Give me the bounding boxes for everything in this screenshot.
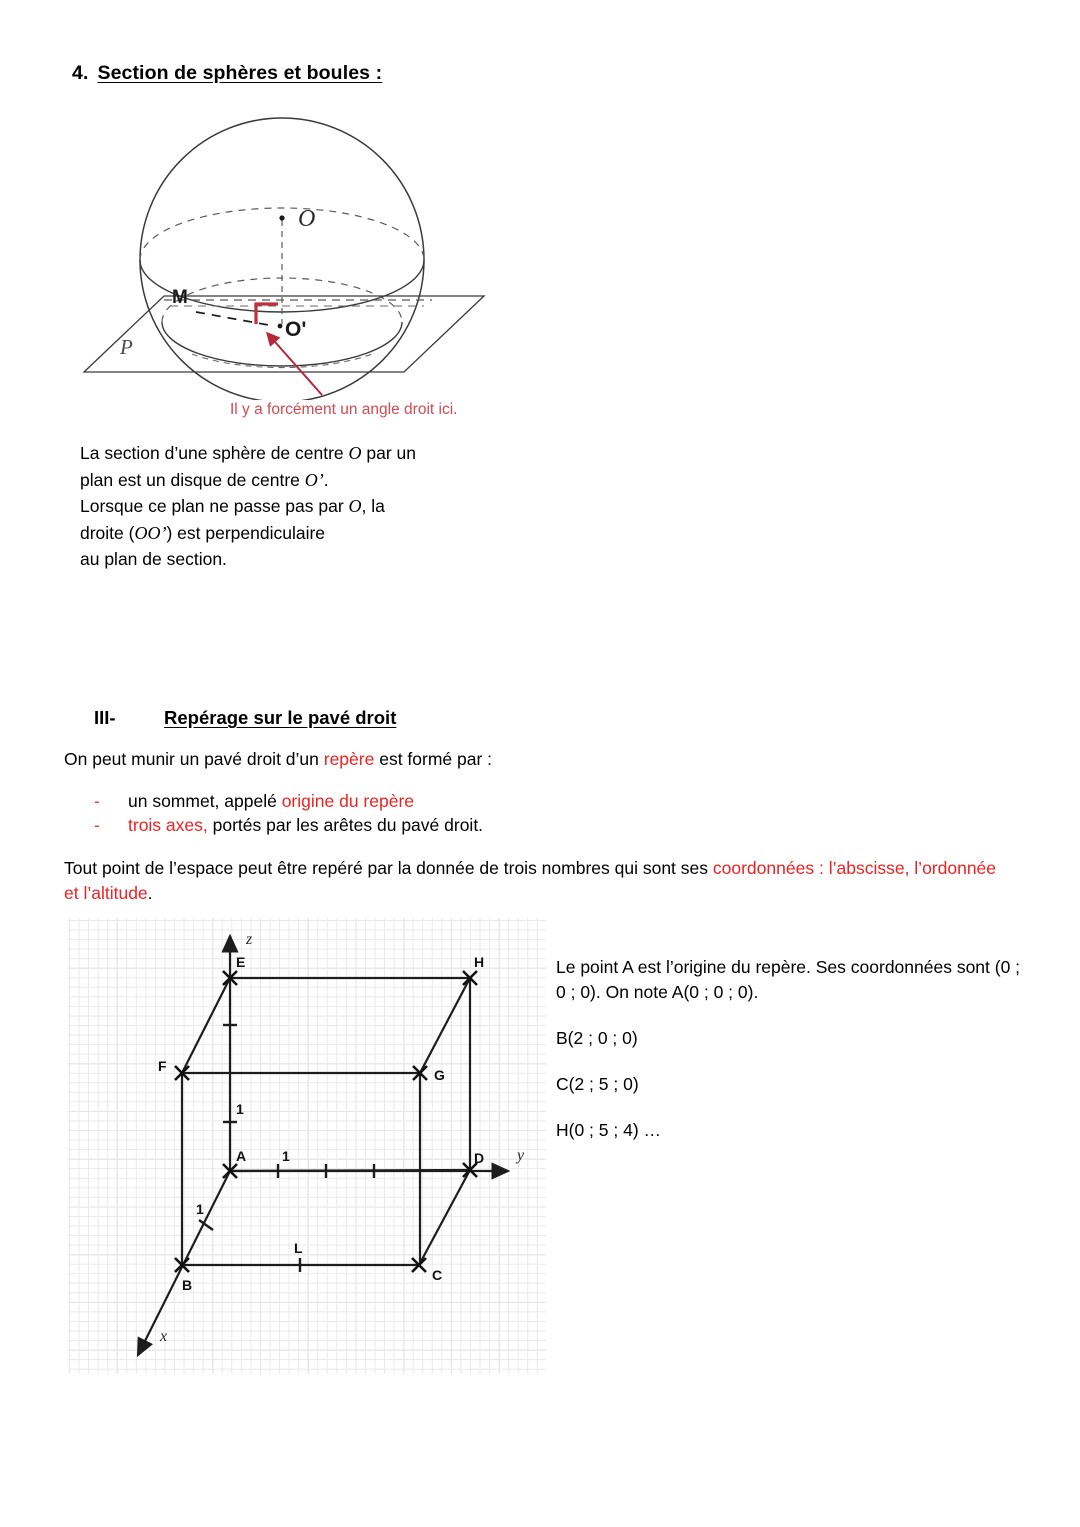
paragraph-munir-highlight: repère: [323, 749, 375, 769]
point-o-dot: [279, 215, 284, 220]
paragraph-coordinates-highlight-2: l’abscisse, l’ordonnée et l’altitude: [64, 858, 997, 903]
sphere-note-l4-math: OO’: [134, 522, 167, 543]
unit-label-y: 1: [282, 1148, 290, 1164]
paragraph-munir: [64, 749, 492, 770]
sphere-note-l4a: droite (: [80, 522, 135, 543]
vertex-label-a: A: [236, 1148, 247, 1164]
heading-section-4-number: 4.: [72, 62, 89, 84]
label-center-o-prime: O': [285, 318, 307, 341]
label-plane-p: P: [120, 335, 133, 359]
axis-label-z: z: [246, 931, 253, 948]
sphere-note-line-4: [80, 520, 500, 547]
unit-label-z: 1: [236, 1101, 244, 1117]
coordinate-line: C(2 ; 5 ; 0): [556, 1074, 639, 1094]
sphere-note-l2-math: O’: [304, 469, 324, 490]
sphere-section-note: [80, 440, 500, 573]
bullet-0-highlight: origine du repère: [281, 791, 415, 811]
vertex-label-e: E: [236, 954, 246, 970]
axis-label-y: y: [517, 1147, 525, 1164]
sphere-note-line-3: [80, 493, 500, 520]
paragraph-coordinates: [64, 856, 1004, 906]
heading-section-3-title: Repérage sur le pavé droit: [164, 707, 397, 728]
vertex-label-b: B: [182, 1277, 193, 1293]
sphere-note-l4b: ) est perpendiculaire: [166, 522, 326, 543]
point-o-prime-dot: [278, 324, 283, 329]
paragraph-munir-after: est formé par :: [374, 749, 493, 769]
sphere-note-l1-math: O: [348, 443, 362, 463]
paragraph-coordinates-before: Tout point de l’espace peut être repéré par la donnée de trois nombres qui sont ses: [64, 858, 713, 878]
bullet-dash: -: [94, 815, 100, 835]
sphere-note-l3a: Lorsque ce plan ne passe pas par: [80, 496, 349, 516]
list-item: [94, 789, 483, 813]
sphere-section-diagram: [72, 100, 492, 400]
sphere-note-l2b: .: [323, 469, 329, 490]
sphere-note-l2a: plan est un disque de centre: [80, 469, 305, 490]
list-item: [94, 813, 483, 837]
section-disk-front: [162, 322, 402, 366]
bullet-dash: -: [94, 791, 100, 811]
paragraph-coordinates-middle: :: [814, 858, 824, 878]
sphere-note-line-2: [80, 467, 500, 494]
edge-ad: [230, 1170, 470, 1171]
bullet-1-highlight: trois axes,: [128, 815, 208, 835]
edge-cd: [419, 1170, 470, 1265]
sphere-note-line-5: au plan de section.: [80, 549, 227, 569]
segment-m-o-prime: [196, 312, 274, 326]
coordinate-line: B(2 ; 0 ; 0): [556, 1028, 638, 1048]
coordinate-line: H(0 ; 5 ; 4) …: [556, 1120, 662, 1140]
unit-label-x: 1: [196, 1201, 204, 1217]
paragraph-munir-before: On peut munir un pavé droit d’un: [64, 749, 324, 769]
sphere-note-l3b: , la: [361, 496, 385, 516]
paragraph-coordinates-highlight-1: coordonnées: [712, 858, 815, 878]
heading-section-4: [72, 62, 382, 85]
sphere-note-l1b: par un: [361, 443, 416, 463]
heading-section-4-title: Section de sphères et boules :: [97, 62, 383, 84]
vertex-label-d: D: [474, 1150, 485, 1166]
right-angle-marker: [256, 304, 278, 324]
edge-ef: [182, 978, 230, 1073]
right-angle-caption: Il y a forcément un angle droit ici.: [230, 401, 458, 418]
vertex-label-g: G: [434, 1067, 445, 1083]
vertex-markers: [175, 971, 477, 1272]
vertex-label-l: L: [294, 1240, 303, 1256]
bullet-0-before: un sommet, appelé: [128, 791, 282, 811]
axis-label-x: x: [160, 1328, 168, 1345]
sphere-note-l3-math: O: [348, 496, 362, 516]
coordinates-examples: [556, 955, 1026, 1143]
cuboid-coordinate-diagram: [68, 918, 546, 1374]
vertex-label-f: F: [158, 1058, 167, 1074]
heading-section-3-number: III-: [94, 707, 116, 728]
plane-p-shape: [84, 296, 484, 372]
coordinate-line: Le point A est l’origine du repère. Ses coordonnées sont (0 ; 0 ; 0). On note A(0 ; 0 ; 0).: [556, 957, 1021, 1002]
vertex-label-h: H: [474, 954, 485, 970]
vertex-label-c: C: [432, 1267, 443, 1283]
paragraph-coordinates-after: .: [147, 883, 153, 903]
heading-section-3: [94, 707, 396, 729]
bullet-1-after: portés par les arêtes du pavé droit.: [207, 815, 484, 835]
edge-gh: [420, 978, 470, 1073]
label-point-m: M: [172, 287, 188, 308]
bullet-list: [94, 789, 483, 837]
sphere-note-line-1: [80, 440, 500, 467]
sphere-note-l1a: La section d’une sphère de centre: [80, 443, 349, 463]
label-center-o: O: [298, 206, 316, 232]
